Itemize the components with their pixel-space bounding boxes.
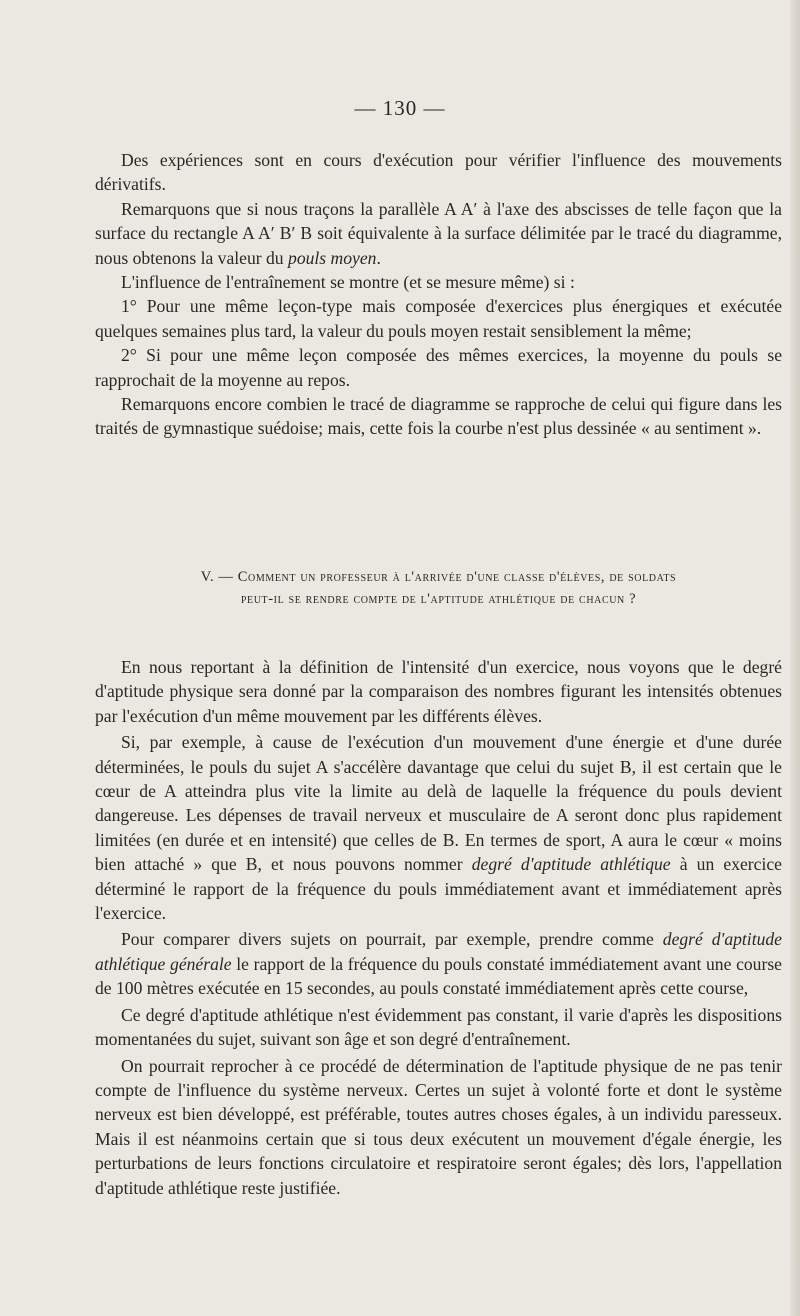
paragraph: En nous reportant à la définition de l'intensité d'un exercice, nous voyons que le degré d'aptitude physique sera donné par la comparaison des nombres figurant les intensités obtenues par l'exécution d'un même mouvement par les différents élèves.: [95, 657, 782, 726]
page-edge: [790, 0, 800, 1316]
section-heading: [95, 566, 782, 610]
paragraph-text: à un exercice déterminé le rapport de la fréquence du pouls immédiatement avant et immédiatement après l'exercice.: [95, 854, 782, 924]
paragraph-text: Pour comparer divers sujets on pourrait, par exemple, prendre comme: [121, 929, 654, 950]
paragraph: [95, 927, 782, 1000]
paragraph: 2° Si pour une même leçon composée des mêmes exercices, la moyenne du pouls se rapprochait de la moyenne au repos.: [95, 345, 782, 390]
paragraph: L'influence de l'entraînement se montre (et se mesure même) si :: [121, 272, 575, 293]
heading-line: V. — Comment un professeur à l'arrivée d'une classe d'élèves, de soldats: [200, 569, 677, 585]
paragraph: 1° Pour une même leçon-type mais composée d'exercices plus énergiques et exécutée quelques semaines plus tard, la valeur du pouls moyen restait sensiblement la même;: [95, 296, 782, 341]
paragraph-text: Remarquons que si nous traçons la parallèle A A′ à l'axe des abscisses de telle façon que la surface du rectangle A A′ B′ B soit équivalente à la surface délimitée par le tracé du diagramme, nous obtenons la valeur du: [95, 198, 782, 268]
italic-term: degré d'aptitude athlétique générale: [95, 929, 782, 974]
italic-term: pouls moyen: [288, 247, 377, 268]
text-block-top: [95, 148, 782, 441]
paragraph: Remarquons que si nous traçons la parallèle A A′ à l'axe des abscisses de telle façon que la surface du rectangle A A′ B′ B soit équivalente à la surface délimitée par le tracé du diagramme, nous obtenons la valeur du pouls moyen.: [95, 198, 782, 268]
page-number: — 130 —: [354, 96, 446, 120]
text-block-bottom: [95, 655, 782, 1202]
paragraph: On pourrait reprocher à ce procédé de détermination de l'aptitude physique de ne pas tenir compte de l'influence du système nerveux. Certes un sujet à volonté forte et dont le système nerveux est bien développé, est préférable, toutes autres choses égales, à un individu paresseux. Mais il est néanmoins certain que si tous deux exécutent un mouvement d'égale énergie, les perturbations de leurs fonctions circulatoire et respiratoire seront égales; dès lors, l'appellation d'aptitude athlétique reste justifiée.: [95, 1055, 782, 1198]
paragraph: [95, 730, 782, 925]
paragraph: Ce degré d'aptitude athlétique n'est évidemment pas constant, il varie d'après les dispositions momentanées du sujet, suivant son âge et son degré d'entraînement.: [95, 1004, 782, 1050]
paragraph: Des expériences sont en cours d'exécution pour vérifier l'influence des mouvements dérivatifs.: [95, 150, 782, 195]
italic-term: degré d'aptitude athlétique: [471, 854, 671, 875]
paragraph-text: le rapport de la fréquence du pouls constaté immédiatement avant une course de 100 mètres exécutée en 15 secondes, au pouls constaté immédiatement après cette course,: [95, 953, 782, 999]
heading-line: peut-il se rendre compte de l'aptitude athlétique de chacun ?: [240, 591, 637, 607]
paragraph: Remarquons encore combien le tracé de diagramme se rapproche de celui qui figure dans les traités de gymnastique suédoise; mais, cette fois la courbe n'est plus dessinée « au sentiment ».: [95, 394, 782, 439]
paragraph-text: Si, par exemple, à cause de l'exécution d'un mouvement d'une énergie et d'une durée déterminées, le pouls du sujet A s'accélère davantage que celui du sujet B, il est certain que le cœur de A atteindra plus vite la limite au delà de laquelle la fréquence du pouls devient dangereuse. Les dépenses de travail nerveux et musculaire de A seront donc plus rapidement limitées (en durée et en intensité) que celles de B. En termes de sport, A aura le cœur « moins bien attaché » que B, et nous pouvons nommer: [95, 732, 782, 875]
